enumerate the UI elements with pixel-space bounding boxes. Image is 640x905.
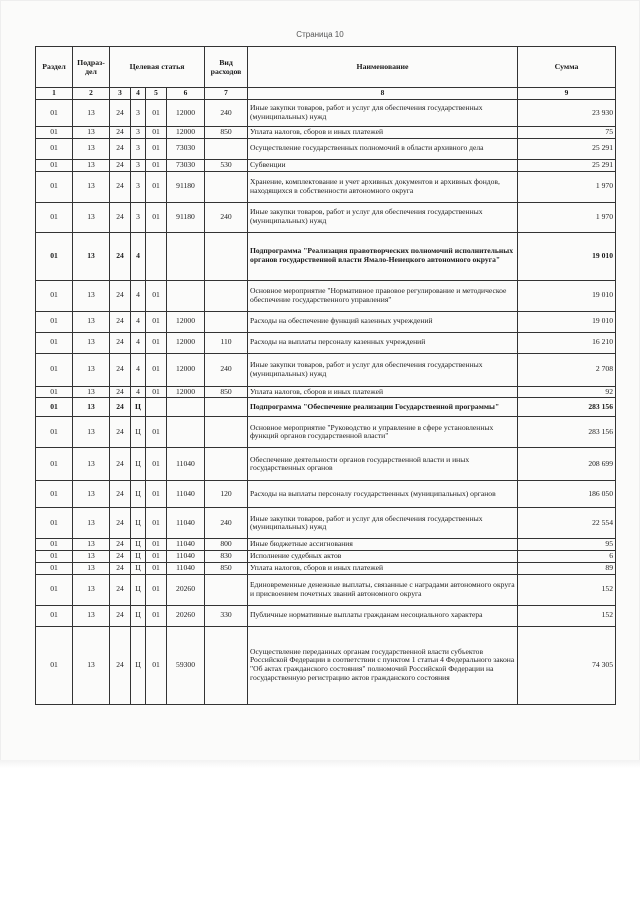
cell-subsection: 13: [73, 311, 110, 332]
cell-section: 01: [36, 171, 73, 202]
cell-section: 01: [36, 481, 73, 508]
cell-name: Уплата налогов, сборов и иных платежей: [248, 127, 518, 139]
cell-name: Субвенции: [248, 159, 518, 171]
cell-name: Уплата налогов, сборов и иных платежей: [248, 386, 518, 398]
cell-section: 01: [36, 138, 73, 159]
table-row: [36, 605, 616, 626]
column-number: 4: [131, 88, 146, 100]
table-row: [36, 448, 616, 481]
cell-subprogram: 4: [131, 353, 146, 386]
cell-section: 01: [36, 551, 73, 563]
column-number: 2: [73, 88, 110, 100]
cell-subprogram: 4: [131, 311, 146, 332]
cell-event: 01: [146, 539, 167, 551]
cell-direction: [167, 398, 205, 417]
cell-subsection: 13: [73, 448, 110, 481]
cell-subsection: 13: [73, 508, 110, 539]
cell-expense-type: [205, 311, 248, 332]
cell-amount: 152: [518, 605, 616, 626]
cell-section: 01: [36, 159, 73, 171]
cell-direction: 91180: [167, 171, 205, 202]
cell-event: 01: [146, 605, 167, 626]
cell-subprogram: Ц: [131, 398, 146, 417]
cell-program: 24: [110, 626, 131, 704]
cell-program: 24: [110, 448, 131, 481]
cell-event: [146, 232, 167, 280]
cell-subsection: 13: [73, 417, 110, 448]
cell-direction: 73030: [167, 138, 205, 159]
cell-event: 01: [146, 626, 167, 704]
cell-event: 01: [146, 280, 167, 311]
table-row: [36, 626, 616, 704]
cell-expense-type: [205, 232, 248, 280]
cell-subsection: 13: [73, 626, 110, 704]
table-row: [36, 481, 616, 508]
cell-amount: 92: [518, 386, 616, 398]
cell-section: 01: [36, 311, 73, 332]
cell-subsection: 13: [73, 232, 110, 280]
header-target-article: Целевая статья: [110, 47, 205, 88]
cell-subprogram: 4: [131, 232, 146, 280]
cell-name: Осуществление переданных органам государственной власти субъектов Российской Федерации в соответствии с пунктом 1 статьи 4 Федерального закона "Об актах гражданского состояния" полномочий Российской Федерации на государственную регистрацию актов гражданского состояния: [248, 626, 518, 704]
cell-program: 24: [110, 332, 131, 353]
cell-subprogram: Ц: [131, 508, 146, 539]
cell-section: 01: [36, 417, 73, 448]
cell-direction: 12000: [167, 353, 205, 386]
cell-subsection: 13: [73, 551, 110, 563]
cell-name: Единовременные денежные выплаты, связанные с наградами автономного округа и присвоением почетных званий автономного округа: [248, 574, 518, 605]
cell-subprogram: Ц: [131, 448, 146, 481]
cell-name: Иные закупки товаров, работ и услуг для обеспечения государственных (муниципальных) нужд: [248, 100, 518, 127]
cell-subsection: 13: [73, 332, 110, 353]
table-row: [36, 202, 616, 232]
cell-subsection: 13: [73, 574, 110, 605]
cell-name: Расходы на выплаты персоналу государственных (муниципальных) органов: [248, 481, 518, 508]
cell-amount: 283 156: [518, 417, 616, 448]
table-row: [36, 138, 616, 159]
cell-subsection: 13: [73, 386, 110, 398]
cell-amount: 22 554: [518, 508, 616, 539]
column-number: 3: [110, 88, 131, 100]
cell-direction: 11040: [167, 448, 205, 481]
cell-program: 24: [110, 202, 131, 232]
cell-section: 01: [36, 353, 73, 386]
scan-edge: [0, 760, 640, 768]
cell-direction: 20260: [167, 605, 205, 626]
cell-program: 24: [110, 574, 131, 605]
cell-name: Основное мероприятие "Руководство и управление в сфере установленных функций органов государственной власти": [248, 417, 518, 448]
header-name: Наименование: [248, 47, 518, 88]
cell-section: 01: [36, 398, 73, 417]
cell-event: 01: [146, 159, 167, 171]
page-number-label: Страница 10: [296, 30, 344, 39]
cell-amount: 89: [518, 562, 616, 574]
cell-event: 01: [146, 127, 167, 139]
column-number: 7: [205, 88, 248, 100]
cell-event: 01: [146, 138, 167, 159]
cell-amount: 152: [518, 574, 616, 605]
cell-expense-type: 850: [205, 386, 248, 398]
cell-subprogram: 4: [131, 332, 146, 353]
cell-program: 24: [110, 417, 131, 448]
cell-name: Иные закупки товаров, работ и услуг для обеспечения государственных (муниципальных) нужд: [248, 508, 518, 539]
column-number: 6: [167, 88, 205, 100]
cell-name: Публичные нормативные выплаты гражданам несоциального характера: [248, 605, 518, 626]
cell-program: 24: [110, 311, 131, 332]
cell-amount: 1 970: [518, 171, 616, 202]
cell-expense-type: 530: [205, 159, 248, 171]
cell-subsection: 13: [73, 562, 110, 574]
cell-program: 24: [110, 353, 131, 386]
cell-subsection: 13: [73, 202, 110, 232]
cell-amount: 95: [518, 539, 616, 551]
cell-event: 01: [146, 386, 167, 398]
cell-name: Обеспечение деятельности органов государственной власти и иных государственных органов: [248, 448, 518, 481]
cell-subprogram: Ц: [131, 626, 146, 704]
cell-direction: 12000: [167, 100, 205, 127]
cell-program: 24: [110, 539, 131, 551]
column-number: 9: [518, 88, 616, 100]
cell-direction: 59300: [167, 626, 205, 704]
cell-name: Иные закупки товаров, работ и услуг для обеспечения государственных (муниципальных) нужд: [248, 202, 518, 232]
cell-name: Основное мероприятие "Нормативное правовое регулирование и методическое обеспечение государственного управления": [248, 280, 518, 311]
cell-expense-type: 240: [205, 100, 248, 127]
cell-section: 01: [36, 127, 73, 139]
header-subsection: Подраз-дел: [73, 47, 110, 88]
cell-event: 01: [146, 100, 167, 127]
cell-direction: [167, 417, 205, 448]
cell-name: Исполнение судебных актов: [248, 551, 518, 563]
cell-direction: 11040: [167, 539, 205, 551]
cell-program: 24: [110, 551, 131, 563]
cell-amount: 74 305: [518, 626, 616, 704]
cell-subsection: 13: [73, 280, 110, 311]
cell-subprogram: 4: [131, 280, 146, 311]
cell-amount: 19 010: [518, 280, 616, 311]
cell-direction: 20260: [167, 574, 205, 605]
cell-name: Расходы на обеспечение функций казенных учреждений: [248, 311, 518, 332]
cell-event: 01: [146, 311, 167, 332]
cell-direction: 12000: [167, 311, 205, 332]
cell-subsection: 13: [73, 100, 110, 127]
cell-subsection: 13: [73, 539, 110, 551]
cell-direction: 12000: [167, 332, 205, 353]
cell-expense-type: [205, 417, 248, 448]
cell-direction: 11040: [167, 562, 205, 574]
cell-expense-type: 330: [205, 605, 248, 626]
cell-program: 24: [110, 562, 131, 574]
budget-table: [35, 46, 616, 705]
table-row: [36, 100, 616, 127]
table-row: [36, 159, 616, 171]
cell-event: 01: [146, 417, 167, 448]
cell-subsection: 13: [73, 481, 110, 508]
cell-section: 01: [36, 100, 73, 127]
column-number: 1: [36, 88, 73, 100]
cell-section: 01: [36, 280, 73, 311]
cell-direction: 12000: [167, 127, 205, 139]
cell-subprogram: Ц: [131, 605, 146, 626]
cell-section: 01: [36, 605, 73, 626]
cell-subprogram: 4: [131, 386, 146, 398]
cell-expense-type: 800: [205, 539, 248, 551]
cell-event: 01: [146, 353, 167, 386]
cell-name: Расходы на выплаты персоналу казенных учреждений: [248, 332, 518, 353]
cell-amount: 25 291: [518, 159, 616, 171]
cell-subprogram: Ц: [131, 562, 146, 574]
table-body: [36, 100, 616, 705]
cell-direction: [167, 232, 205, 280]
cell-name: Хранение, комплектование и учет архивных документов и архивных фондов, находящихся в собственности автономного округа: [248, 171, 518, 202]
cell-name: Подпрограмма "Реализация правотворческих полномочий исполнительных органов государственной власти Ямало-Ненецкого автономного округа": [248, 232, 518, 280]
cell-program: 24: [110, 398, 131, 417]
cell-direction: 11040: [167, 551, 205, 563]
cell-event: 01: [146, 574, 167, 605]
cell-program: 24: [110, 138, 131, 159]
cell-expense-type: [205, 626, 248, 704]
cell-expense-type: 120: [205, 481, 248, 508]
cell-expense-type: [205, 398, 248, 417]
cell-amount: 283 156: [518, 398, 616, 417]
cell-expense-type: 830: [205, 551, 248, 563]
cell-section: 01: [36, 574, 73, 605]
header-section: Раздел: [36, 47, 73, 88]
cell-section: 01: [36, 626, 73, 704]
cell-amount: 23 930: [518, 100, 616, 127]
cell-event: 01: [146, 171, 167, 202]
cell-subsection: 13: [73, 353, 110, 386]
cell-name: Осуществление государственных полномочий в области архивного дела: [248, 138, 518, 159]
cell-amount: 1 970: [518, 202, 616, 232]
cell-subprogram: 3: [131, 100, 146, 127]
cell-section: 01: [36, 202, 73, 232]
cell-program: 24: [110, 127, 131, 139]
table-header-row: [36, 47, 616, 88]
cell-program: 24: [110, 232, 131, 280]
table-row: [36, 232, 616, 280]
cell-amount: 25 291: [518, 138, 616, 159]
cell-amount: 75: [518, 127, 616, 139]
cell-event: 01: [146, 202, 167, 232]
cell-subsection: 13: [73, 159, 110, 171]
cell-direction: 12000: [167, 386, 205, 398]
cell-expense-type: 110: [205, 332, 248, 353]
table-row: [36, 539, 616, 551]
cell-event: 01: [146, 508, 167, 539]
cell-section: 01: [36, 539, 73, 551]
table-row: [36, 551, 616, 563]
cell-subprogram: 3: [131, 127, 146, 139]
cell-name: Подпрограмма "Обеспечение реализации Государственной программы": [248, 398, 518, 417]
cell-name: Иные бюджетные ассигнования: [248, 539, 518, 551]
cell-subprogram: 3: [131, 159, 146, 171]
cell-name: Иные закупки товаров, работ и услуг для обеспечения государственных (муниципальных) нужд: [248, 353, 518, 386]
cell-subsection: 13: [73, 171, 110, 202]
cell-subprogram: Ц: [131, 574, 146, 605]
cell-section: 01: [36, 508, 73, 539]
cell-program: 24: [110, 100, 131, 127]
cell-subprogram: Ц: [131, 551, 146, 563]
table-row: [36, 398, 616, 417]
header-expense-type: Вид расходов: [205, 47, 248, 88]
cell-subprogram: Ц: [131, 539, 146, 551]
cell-direction: 91180: [167, 202, 205, 232]
table-row: [36, 280, 616, 311]
cell-amount: 186 050: [518, 481, 616, 508]
table-row: [36, 332, 616, 353]
cell-subsection: 13: [73, 398, 110, 417]
table-row: [36, 562, 616, 574]
cell-section: 01: [36, 448, 73, 481]
table-row: [36, 311, 616, 332]
cell-program: 24: [110, 508, 131, 539]
cell-section: 01: [36, 232, 73, 280]
cell-expense-type: [205, 138, 248, 159]
cell-event: [146, 398, 167, 417]
cell-event: 01: [146, 551, 167, 563]
cell-amount: 16 210: [518, 332, 616, 353]
cell-subprogram: 3: [131, 171, 146, 202]
column-number: 5: [146, 88, 167, 100]
table-row: [36, 417, 616, 448]
cell-amount: 2 708: [518, 353, 616, 386]
cell-program: 24: [110, 280, 131, 311]
cell-event: 01: [146, 448, 167, 481]
cell-expense-type: 850: [205, 562, 248, 574]
cell-expense-type: [205, 448, 248, 481]
cell-subprogram: 3: [131, 138, 146, 159]
table-row: [36, 574, 616, 605]
cell-program: 24: [110, 171, 131, 202]
table-row: [36, 386, 616, 398]
cell-event: 01: [146, 332, 167, 353]
table-row: [36, 508, 616, 539]
cell-expense-type: 240: [205, 508, 248, 539]
table-row: [36, 353, 616, 386]
cell-subprogram: Ц: [131, 417, 146, 448]
cell-expense-type: 240: [205, 353, 248, 386]
table-row: [36, 127, 616, 139]
table-row: [36, 171, 616, 202]
header-amount: Сумма: [518, 47, 616, 88]
cell-amount: 208 699: [518, 448, 616, 481]
cell-amount: 19 010: [518, 311, 616, 332]
cell-subsection: 13: [73, 138, 110, 159]
cell-amount: 6: [518, 551, 616, 563]
cell-section: 01: [36, 562, 73, 574]
cell-amount: 19 010: [518, 232, 616, 280]
cell-program: 24: [110, 481, 131, 508]
cell-subprogram: 3: [131, 202, 146, 232]
cell-subprogram: Ц: [131, 481, 146, 508]
cell-section: 01: [36, 332, 73, 353]
column-number-row: [36, 88, 616, 100]
cell-direction: 11040: [167, 508, 205, 539]
cell-name: Уплата налогов, сборов и иных платежей: [248, 562, 518, 574]
cell-program: 24: [110, 386, 131, 398]
cell-section: 01: [36, 386, 73, 398]
cell-subsection: 13: [73, 605, 110, 626]
cell-event: 01: [146, 481, 167, 508]
cell-expense-type: [205, 171, 248, 202]
cell-subsection: 13: [73, 127, 110, 139]
cell-program: 24: [110, 605, 131, 626]
cell-expense-type: [205, 280, 248, 311]
cell-expense-type: 240: [205, 202, 248, 232]
column-number: 8: [248, 88, 518, 100]
cell-direction: 73030: [167, 159, 205, 171]
cell-expense-type: 850: [205, 127, 248, 139]
cell-direction: 11040: [167, 481, 205, 508]
cell-direction: [167, 280, 205, 311]
cell-expense-type: [205, 574, 248, 605]
cell-event: 01: [146, 562, 167, 574]
cell-program: 24: [110, 159, 131, 171]
